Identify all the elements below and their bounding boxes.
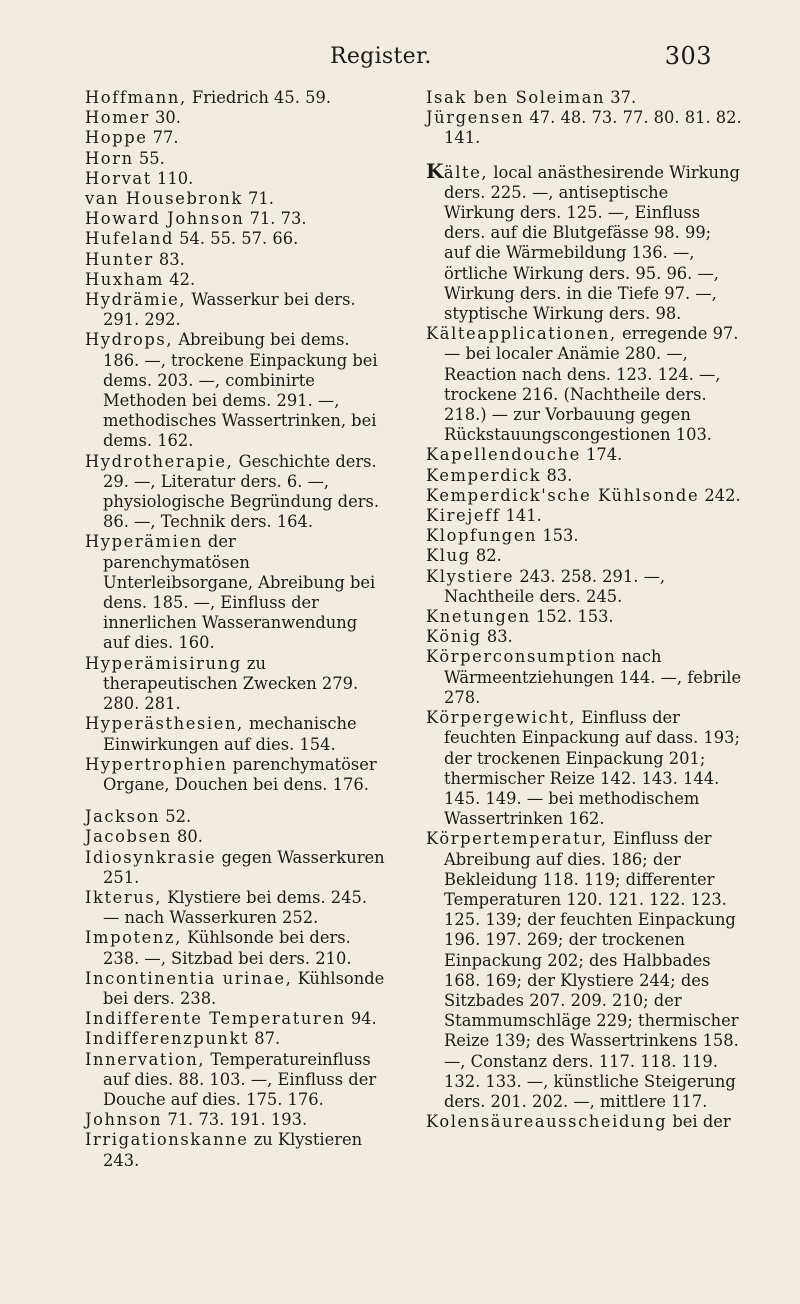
index-headword: Howard Johnson: [85, 209, 245, 229]
index-references: 71. 73.: [244, 209, 307, 229]
index-references: 77.: [147, 128, 179, 148]
index-references: parenchymatöser Organe, Douchen bei dens. 176.: [103, 754, 377, 794]
index-headword: Körpergewicht,: [426, 708, 577, 728]
index-entry: [85, 149, 385, 169]
index-headword: Johnson: [85, 1110, 163, 1130]
index-headword: Kapellendouche: [426, 445, 581, 465]
index-references: zu therapeutischen Zwecken 279. 280. 281.: [103, 653, 359, 714]
index-headword: Hydrotherapie,: [85, 451, 234, 471]
index-references: 52.: [160, 807, 192, 827]
index-references: 80.: [171, 827, 203, 847]
index-references: Kühlsonde bei ders. 238.: [103, 968, 385, 1008]
index-references: 83.: [153, 249, 185, 269]
index-headword: Kemperdick'sche Kühlsonde: [426, 485, 700, 505]
index-entry: [426, 506, 742, 526]
index-entry: [85, 1110, 385, 1130]
index-entry: [426, 158, 742, 325]
index-references: Kühlsonde bei ders. 238. —, Sitzbad bei ders. 210.: [103, 928, 352, 968]
index-entry: [426, 88, 742, 108]
index-entry: [85, 1029, 385, 1049]
index-headword: Jacobsen: [85, 827, 172, 847]
index-references: 37.: [605, 88, 637, 107]
index-headword: Kirejeff: [426, 506, 501, 526]
index-references: gegen Wasserkuren 251.: [103, 847, 385, 887]
index-entry: [85, 189, 385, 209]
index-headword: Hydrops,: [85, 330, 174, 350]
left-index-column: [85, 88, 385, 1171]
index-headword: Innervation,: [85, 1049, 206, 1069]
index-entry: [426, 567, 742, 607]
index-headword: Körpertemperatur,: [426, 829, 608, 849]
index-entry: [85, 1130, 385, 1170]
index-entry: [426, 1112, 742, 1132]
index-references: 83.: [541, 465, 573, 485]
index-headword: Incontinentia urinae,: [85, 968, 293, 988]
index-headword: Indifferenzpunkt: [85, 1029, 250, 1049]
index-entry: [85, 452, 385, 533]
index-headword: Jürgensen: [426, 108, 525, 128]
index-entry: [426, 466, 742, 486]
index-references: Wasserkur bei ders. 291. 292.: [103, 290, 356, 330]
index-references: der parenchymatösen Unterleibsorgane, Abreibung bei dens. 185. —, Einfluss der innerlichen Wasseranwendung auf dies. 160.: [103, 532, 376, 653]
index-headword: Kemperdick: [426, 465, 542, 485]
index-entry: [85, 88, 385, 108]
index-headword: Horvat: [85, 168, 152, 188]
index-references: 54. 55. 57. 66.: [173, 229, 299, 249]
index-references: Einfluss der feuchten Einpackung auf dass. 193; der trockenen Einpackung 201; thermischer Reize 142. 143. 144. 145. 149. — bei methodischem Wassertrinken 162.: [444, 708, 740, 829]
index-references: 30.: [149, 108, 181, 128]
index-headword: Kälteapplicationen,: [426, 324, 617, 344]
index-references: 141.: [500, 506, 542, 526]
index-references: 71. 73. 191. 193.: [162, 1110, 308, 1130]
index-references: erregende 97. — bei localer Anämie 280. —, Reaction nach dens. 123. 124. —, trockene 216. (Nachtheile ders. 218.) — zur Vorbauung gegen Rückstauungscongestionen 103.: [444, 324, 739, 445]
index-headword: Hypertrophien: [85, 754, 228, 774]
index-headword: Isak ben Soleiman: [426, 88, 606, 107]
index-entry: [426, 708, 742, 829]
running-title: Register.: [330, 44, 432, 69]
index-references: 152. 153.: [530, 607, 614, 627]
index-entry: [426, 607, 742, 627]
index-references: nach Wärmeentziehungen 144. —, febrile 278.: [444, 647, 742, 707]
index-references: 55.: [133, 148, 165, 168]
index-headword: Hufeland: [85, 229, 174, 249]
index-headword: Klystiere: [426, 566, 515, 586]
index-entry: [85, 714, 385, 754]
index-headword: Kolensäureausscheidung: [426, 1112, 668, 1132]
index-references: 47. 48. 73. 77. 80. 81. 82. 141.: [444, 108, 742, 148]
index-headword: Klug: [426, 546, 471, 566]
index-references: Einfluss der Abreibung auf dies. 186; der Bekleidung 118. 119; differenter Temperaturen 120. 121. 122. 123. 125. 139; der feuchten Einpackung 196. 197. 269; der trockenen Einpackung 202; des Halbbades 168. 169; der Klystiere 244; des Sitzbades 207. 209. 210; der Stammumschläge 229; thermischer Reize 139; des Wassertrinkens 158. —, Constanz ders. 117. 118. 119. 132. 133. —, künstliche Steigerung ders. 201. 202. —, mittlere 117.: [444, 829, 739, 1111]
index-references: Abreibung bei dems. 186. —, trockene Einpackung bei dems. 203. —, combinirte Methoden bei dems. 291. —, methodisches Wassertrinken, bei dems. 162.: [103, 330, 378, 451]
index-entry: [85, 108, 385, 128]
index-entry: [85, 270, 385, 290]
index-entry: [426, 486, 742, 506]
index-headword: Hyperämien: [85, 532, 203, 552]
index-entry: [85, 250, 385, 270]
index-headword: Hyperästhesien,: [85, 714, 244, 734]
index-entry: [85, 848, 385, 888]
index-headword: Hydrämie,: [85, 290, 187, 310]
index-headword: Horn: [85, 148, 134, 168]
index-references: 242.: [699, 485, 741, 505]
index-headword: Huxham: [85, 269, 165, 289]
index-entry: [85, 1009, 385, 1029]
index-entry: [85, 755, 385, 795]
index-headword: Klopfungen: [426, 526, 538, 546]
page-header: [0, 22, 800, 70]
index-references: Klystiere bei dems. 245. — nach Wasserkuren 252.: [103, 887, 368, 928]
index-entry: [85, 209, 385, 229]
index-references: local anästhesirende Wirkung ders. 225. —, antiseptische Wirkung ders. 125. —, Einfluss ders. auf die Blutgefässe 98. 99; auf die Wärmebildung 136. —, örtliche Wirkung ders. 95. 96. —, Wirkung ders. in die Tiefe 97. —, styptische Wirkung ders. 98.: [444, 162, 740, 324]
index-references: 243. 258. 291. —, Nachtheile ders. 245.: [444, 566, 666, 606]
index-entry: [426, 647, 742, 708]
index-headword: Hunter: [85, 249, 154, 269]
index-references: 87.: [249, 1029, 281, 1049]
index-entry: [85, 827, 385, 847]
index-headword: Kälte,: [426, 158, 489, 183]
index-entry: [85, 928, 385, 968]
index-headword: Idiosynkrasie: [85, 847, 217, 867]
index-entry: [426, 829, 742, 1112]
index-entry: [426, 108, 742, 148]
index-entry: [85, 330, 385, 451]
index-entry: [426, 445, 742, 465]
index-entry: [85, 888, 385, 928]
index-references: 82.: [470, 546, 502, 566]
index-headword: Ikterus,: [85, 887, 163, 907]
index-references: mechanische Einwirkungen auf dies. 154.: [103, 714, 357, 754]
index-references: 42.: [164, 269, 196, 289]
index-entry: [426, 627, 742, 647]
index-headword: Jackson: [85, 807, 161, 827]
index-entry: [85, 1050, 385, 1111]
index-headword: Impotenz,: [85, 928, 182, 948]
index-entry: [85, 169, 385, 189]
index-references: Geschichte ders. 29. —, Literatur ders. 6. —, physiologische Begründung ders. 86. —, Technik ders. 164.: [103, 451, 380, 532]
index-headword: Körperconsumption: [426, 647, 617, 667]
index-entry: [426, 546, 742, 566]
index-headword: Hyperämisirung: [85, 653, 242, 673]
index-references: 153.: [537, 526, 579, 546]
index-entry: [85, 969, 385, 1009]
index-headword: Indifferente Temperaturen: [85, 1009, 346, 1029]
index-headword: Hoppe: [85, 128, 148, 148]
index-references: 83.: [481, 627, 513, 647]
index-headword: van Housebronk: [85, 189, 243, 209]
index-entry: [85, 654, 385, 715]
index-entry: [85, 229, 385, 249]
index-references: 71.: [242, 189, 274, 209]
index-headword: König: [426, 627, 482, 647]
index-references: 110.: [151, 168, 194, 188]
index-entry: [85, 807, 385, 827]
index-headword: Knetungen: [426, 607, 531, 627]
index-headword: Homer: [85, 108, 150, 128]
index-references: bei der: [667, 1112, 731, 1132]
index-references: 174.: [580, 445, 623, 465]
index-entry: [85, 290, 385, 330]
index-headword: Irrigationskanne: [85, 1130, 249, 1150]
index-references: Temperatureinfluss auf dies. 88. 103. —, Einfluss der Douche auf dies. 175. 176.: [103, 1049, 377, 1109]
index-entry: [426, 324, 742, 445]
right-index-column: [426, 88, 742, 1132]
index-entry: [426, 526, 742, 546]
index-references: 94.: [345, 1009, 377, 1029]
index-entry: [85, 128, 385, 148]
index-entry: [85, 532, 385, 653]
index-references: Friedrich 45. 59.: [186, 88, 331, 107]
index-references: zu Klystieren 243.: [103, 1130, 363, 1170]
index-headword: Hoffmann,: [85, 88, 187, 107]
page-number: 303: [664, 42, 712, 70]
